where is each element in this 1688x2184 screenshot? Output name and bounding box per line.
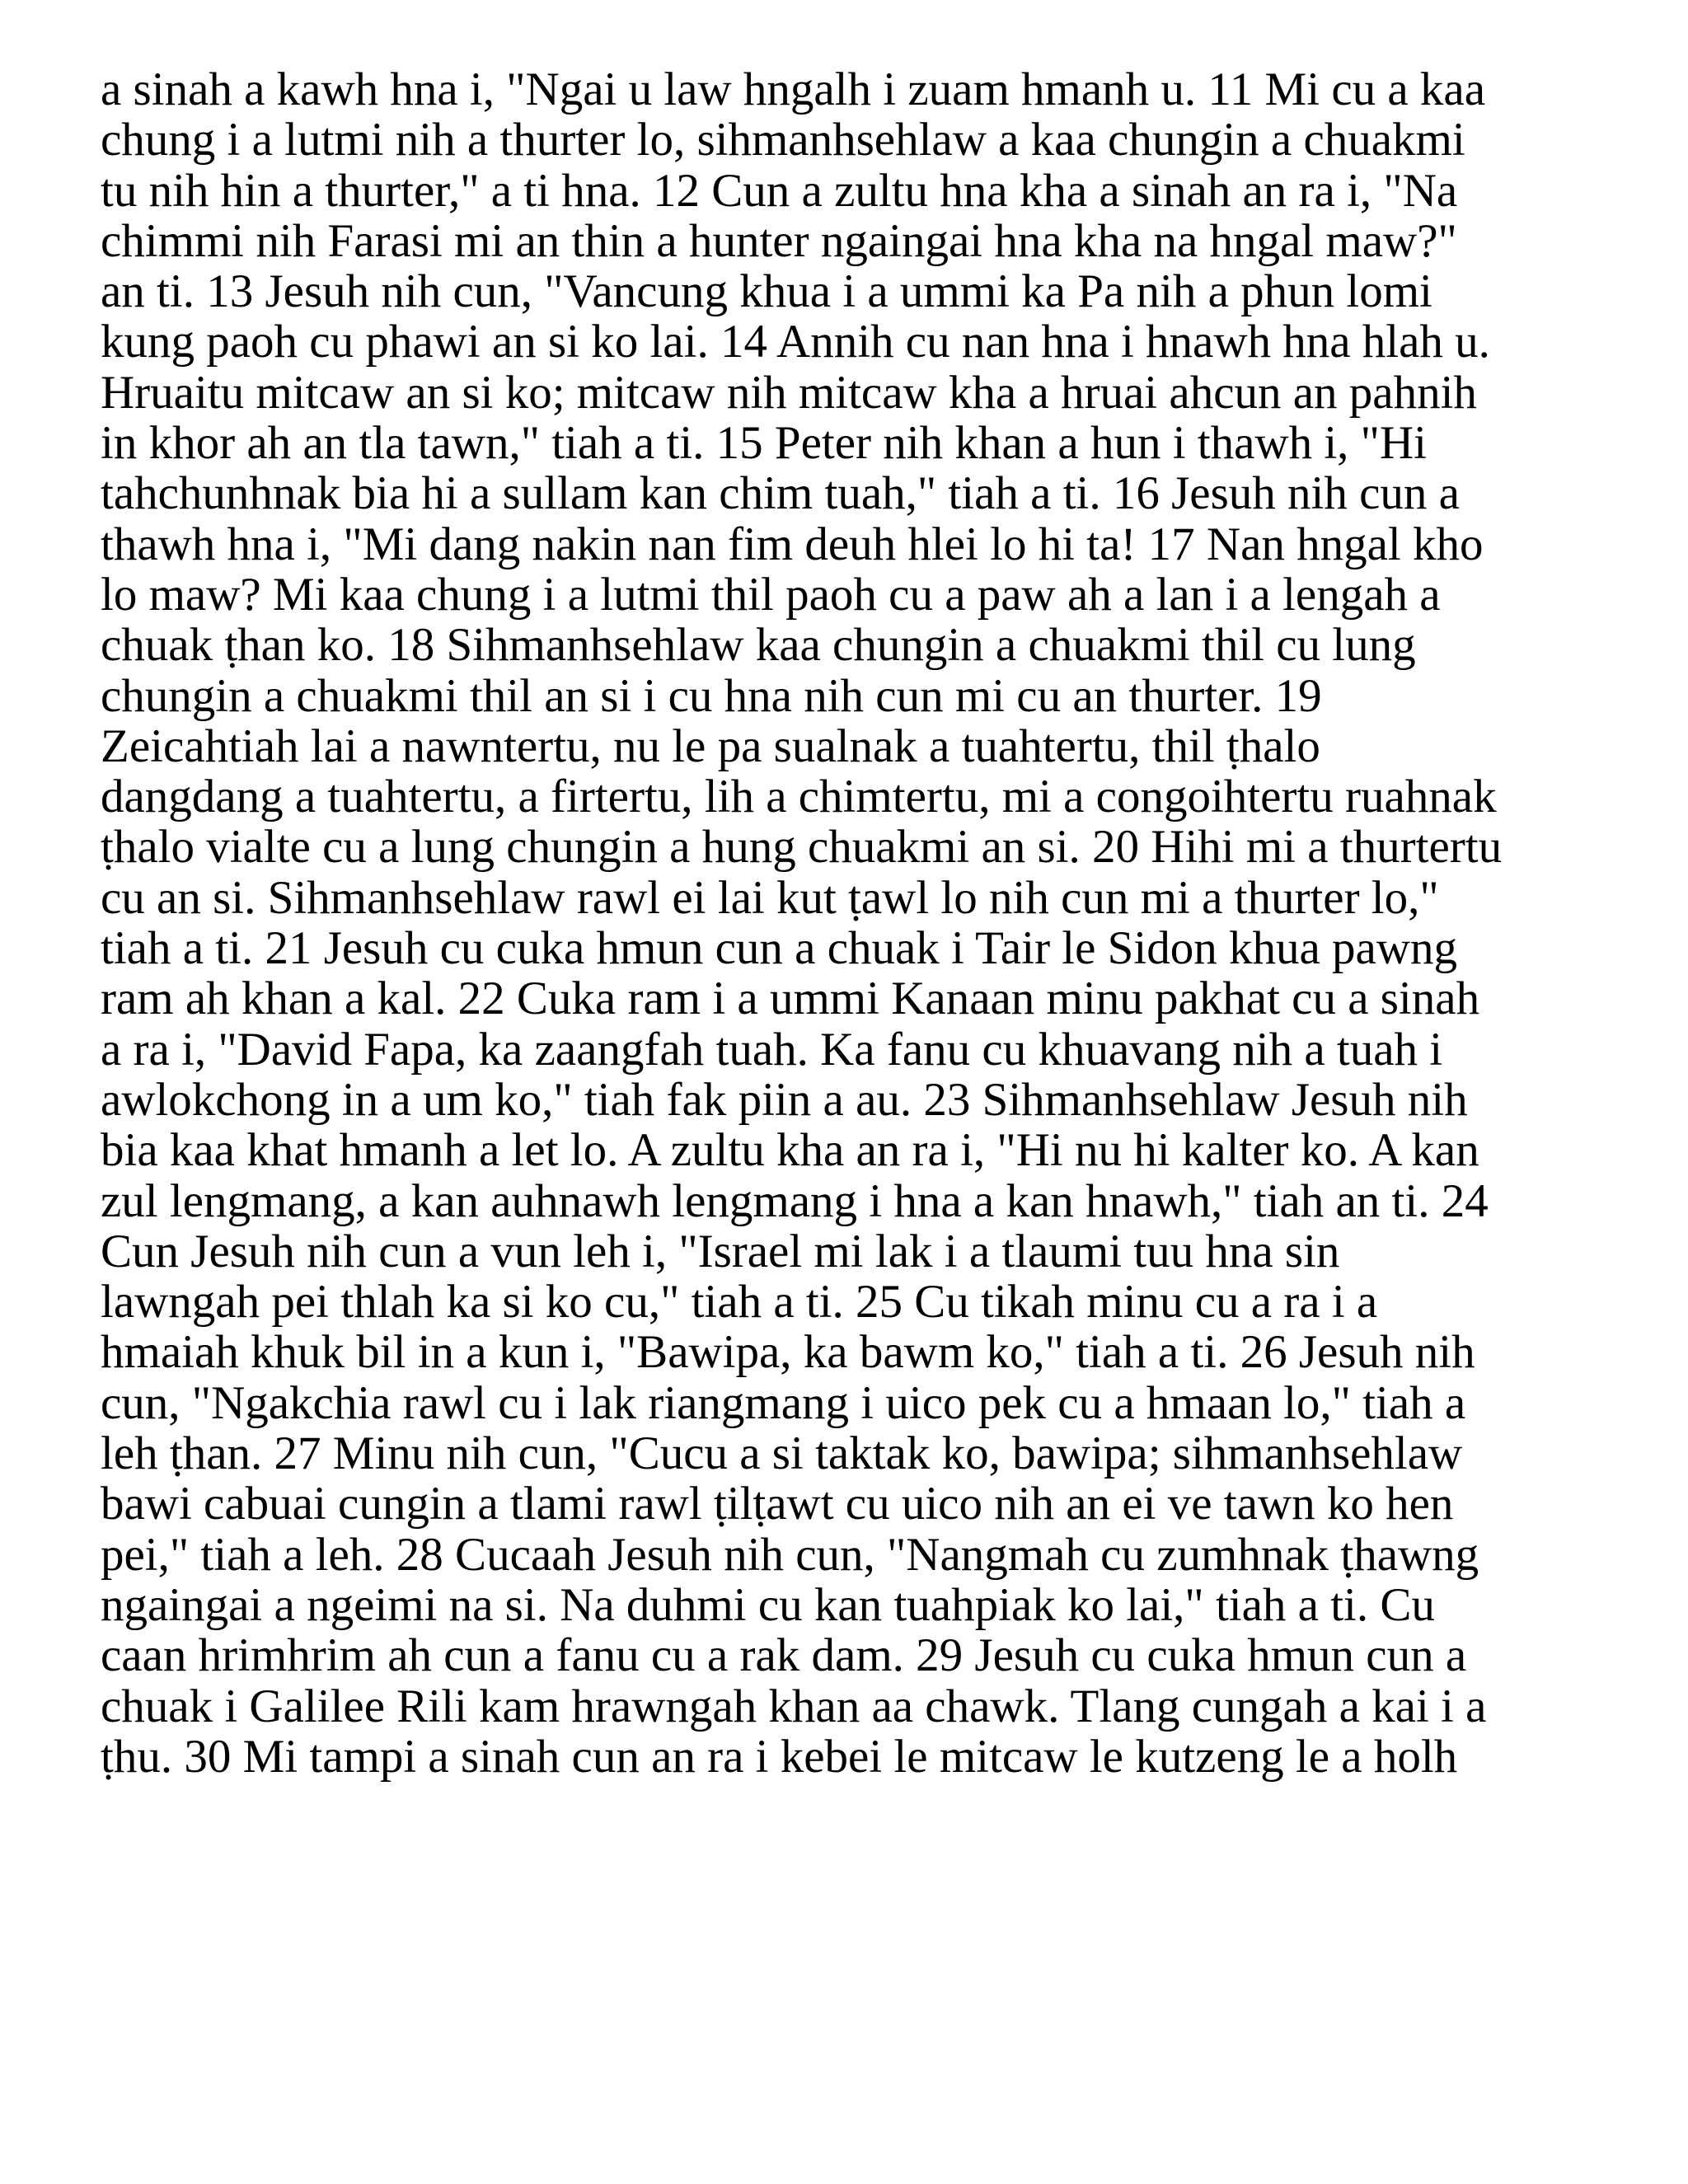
text-line: ngaingai a ngeimi na si. Na duhmi cu kan tuahpiak ko lai," tiah a ti. Cu xyxy=(101,1578,1435,1631)
text-line: Cun Jesuh nih cun a vun leh i, "Israel mi lak i a tlaumi tuu hna sin xyxy=(101,1225,1340,1277)
text-line: bia kaa khat hmanh a let lo. A zultu kha an ra i, "Hi nu hi kalter ko. A kan xyxy=(101,1124,1479,1177)
text-line: ṭhalo vialte cu a lung chungin a hung chuakmi an si. 20 Hihi mi a thurtertu xyxy=(101,821,1503,874)
text-line: cun, "Ngakchia rawl cu i lak riangmang i uico pek cu a hmaan lo," tiah a xyxy=(101,1376,1466,1429)
document-page xyxy=(101,64,1601,1782)
text-line: chuak i Galilee Rili kam hrawngah khan aa chawk. Tlang cungah a kai i a xyxy=(101,1680,1487,1732)
text-line: tiah a ti. 21 Jesuh cu cuka hmun cun a chuak i Tair le Sidon khua pawng xyxy=(101,922,1457,975)
text-line: a sinah a kawh hna i, "Ngai u law hngalh i zuam hmanh u. 11 Mi cu a kaa xyxy=(101,63,1486,115)
text-line: tu nih hin a thurter," a ti hna. 12 Cun a zultu hna kha a sinah an ra i, "Na xyxy=(101,164,1458,217)
text-line: zul lengmang, a kan auhnawh lengmang i hna a kan hnawh," tiah an ti. 24 xyxy=(101,1174,1489,1227)
text-line: chung i a lutmi nih a thurter lo, sihmanhsehlaw a kaa chungin a chuakmi xyxy=(101,114,1465,166)
text-line: Zeicahtiah lai a nawntertu, nu le pa sualnak a tuahtertu, thil ṭhalo xyxy=(101,719,1320,772)
text-line: cu an si. Sihmanhsehlaw rawl ei lai kut ṭawl lo nih cun mi a thurter lo," xyxy=(101,871,1439,924)
text-line: chungin a chuakmi thil an si i cu hna nih cun mi cu an thurter. 19 xyxy=(101,669,1322,722)
text-line: lo maw? Mi kaa chung i a lutmi thil paoh cu a paw ah a lan i a lengah a xyxy=(101,568,1441,621)
text-line: ram ah khan a kal. 22 Cuka ram i a ummi Kanaan minu pakhat cu a sinah xyxy=(101,972,1480,1025)
text-line: in khor ah an tla tawn," tiah a ti. 15 Peter nih khan a hun i thawh i, "Hi xyxy=(101,417,1427,470)
text-line: thawh hna i, "Mi dang nakin nan fim deuh hlei lo hi ta! 17 Nan hngal kho xyxy=(101,518,1484,570)
text-line: lawngah pei thlah ka si ko cu," tiah a ti. 25 Cu tikah minu cu a ra i a xyxy=(101,1276,1378,1329)
text-line: kung paoh cu phawi an si ko lai. 14 Annih cu nan hna i hnawh hna hlah u. xyxy=(101,316,1490,368)
text-line: hmaiah khuk bil in a kun i, "Bawipa, ka bawm ko," tiah a ti. 26 Jesuh nih xyxy=(101,1326,1475,1379)
text-line: pei," tiah a leh. 28 Cucaah Jesuh nih cun, "Nangmah cu zumhnak ṭhawng xyxy=(101,1528,1479,1581)
text-line: leh ṭhan. 27 Minu nih cun, "Cucu a si taktak ko, bawipa; sihmanhsehlaw xyxy=(101,1427,1463,1480)
text-line: an ti. 13 Jesuh nih cun, "Vancung khua i a ummi ka Pa nih a phun lomi xyxy=(101,265,1432,318)
text-line: ṭhu. 30 Mi tampi a sinah cun an ra i kebei le mitcaw le kutzeng le a holh xyxy=(101,1730,1458,1783)
text-line: Hruaitu mitcaw an si ko; mitcaw nih mitcaw kha a hruai ahcun an pahnih xyxy=(101,366,1477,419)
text-line: chimmi nih Farasi mi an thin a hunter ngaingai hna kha na hngal maw?" xyxy=(101,214,1457,267)
text-line: caan hrimhrim ah cun a fanu cu a rak dam. 29 Jesuh cu cuka hmun cun a xyxy=(101,1629,1467,1682)
text-line: chuak ṭhan ko. 18 Sihmanhsehlaw kaa chungin a chuakmi thil cu lung xyxy=(101,619,1416,672)
text-line: bawi cabuai cungin a tlami rawl ṭilṭawt cu uico nih an ei ve tawn ko hen xyxy=(101,1478,1454,1530)
text-line: awlokchong in a um ko," tiah fak piin a au. 23 Sihmanhsehlaw Jesuh nih xyxy=(101,1073,1468,1126)
text-line: dangdang a tuahtertu, a firtertu, lih a chimtertu, mi a congoihtertu ruahnak xyxy=(101,771,1497,823)
text-line: a ra i, "David Fapa, ka zaangfah tuah. Ka fanu cu khuavang nih a tuah i xyxy=(101,1023,1443,1076)
text-line: tahchunhnak bia hi a sullam kan chim tuah," tiah a ti. 16 Jesuh nih cun a xyxy=(101,467,1460,520)
